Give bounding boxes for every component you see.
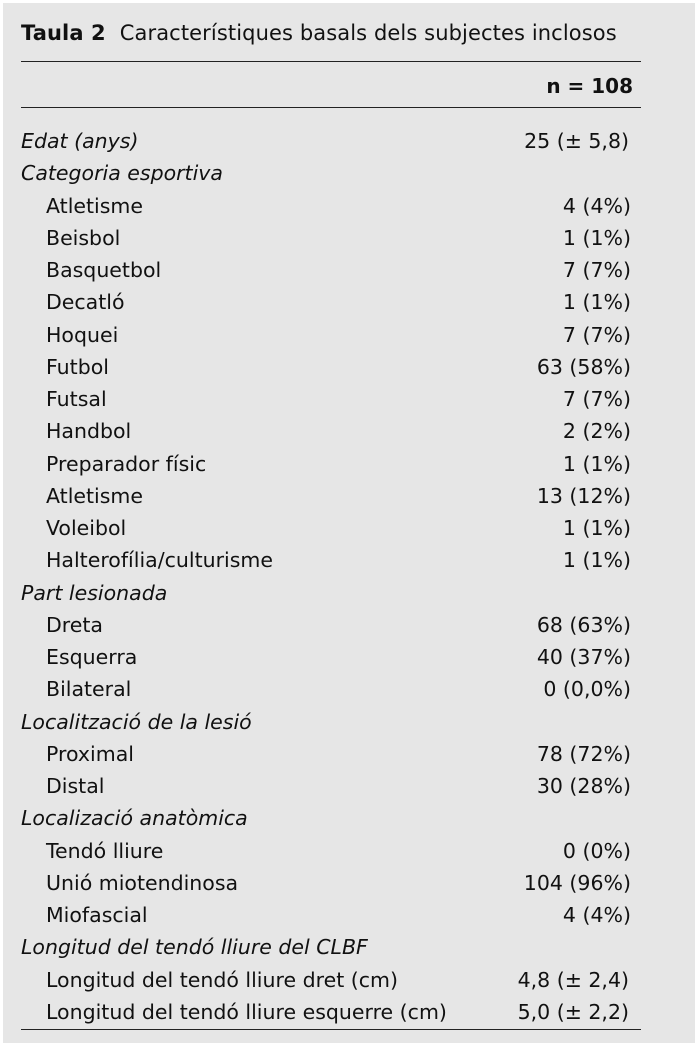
row-label: Voleibol xyxy=(46,516,127,540)
top-rule xyxy=(21,61,641,62)
row-label: Atletisme xyxy=(46,193,144,218)
table-row xyxy=(21,254,641,286)
row-label: Preparador físic xyxy=(46,451,207,476)
row-value: 4 (4%) xyxy=(562,193,631,218)
table-row xyxy=(21,383,641,415)
table-panel xyxy=(3,3,695,1043)
row-label: Beisbol xyxy=(46,225,121,250)
table-row xyxy=(21,931,641,963)
row-label: Atletisme xyxy=(46,483,144,508)
table-row xyxy=(21,770,641,802)
table-row xyxy=(21,835,641,867)
row-value: 4,8 (± 2,4) xyxy=(517,967,629,992)
table-row xyxy=(21,222,641,254)
row-value: 0 (0%) xyxy=(562,838,631,863)
table-caption xyxy=(21,21,617,45)
row-value: 7 (7%) xyxy=(562,387,631,411)
row-value: 63 (58%) xyxy=(536,354,631,379)
row-value: 13 (12%) xyxy=(536,483,631,508)
header-rule xyxy=(21,107,641,108)
row-label: Localització de la lesió xyxy=(21,709,252,734)
column-header: n = 108 xyxy=(546,74,633,98)
row-label: Edat (anys) xyxy=(21,129,139,153)
row-value: 78 (72%) xyxy=(536,741,631,766)
table-row xyxy=(21,157,641,189)
row-value: 1 (1%) xyxy=(562,290,631,315)
row-label: Hoquei xyxy=(46,322,119,347)
table-number: Taula 2 xyxy=(21,21,106,45)
table-row xyxy=(21,286,641,318)
table-row xyxy=(21,512,641,544)
table-row xyxy=(21,609,641,641)
table-row xyxy=(21,867,641,899)
table-row xyxy=(21,673,641,705)
row-label: Halterofília/culturisme xyxy=(46,548,273,573)
table-row xyxy=(21,319,641,351)
row-label: Longitud del tendó lliure esquerre (cm) xyxy=(46,999,447,1024)
row-value: 1 (1%) xyxy=(562,451,631,476)
row-label: Localizació anatòmica xyxy=(21,806,248,831)
row-value: 30 (28%) xyxy=(536,774,631,798)
table-row xyxy=(21,964,641,996)
table-title: Característiques basals dels subjectes inclosos xyxy=(119,21,617,45)
table-row xyxy=(21,706,641,738)
row-label: Decatló xyxy=(46,290,125,315)
table-row xyxy=(21,351,641,383)
row-value: 2 (2%) xyxy=(562,419,631,444)
table-row xyxy=(21,544,641,576)
row-label: Longitud del tendó lliure del CLBF xyxy=(21,935,368,960)
table-row xyxy=(21,996,641,1028)
table-row xyxy=(21,802,641,834)
row-label: Unió miotendinosa xyxy=(46,870,239,895)
bottom-rule xyxy=(21,1029,641,1030)
row-value: 7 (7%) xyxy=(562,258,631,282)
row-value: 4 (4%) xyxy=(562,903,631,927)
table-row xyxy=(21,577,641,609)
row-label: Basquetbol xyxy=(46,258,162,282)
row-value: 1 (1%) xyxy=(562,548,631,573)
table-row xyxy=(21,738,641,770)
row-label: Dreta xyxy=(46,612,103,637)
row-value: 0 (0,0%) xyxy=(543,677,631,702)
table-row xyxy=(21,415,641,447)
row-value: 40 (37%) xyxy=(536,645,631,669)
row-label: Handbol xyxy=(46,419,132,444)
row-label: Categoria esportiva xyxy=(21,161,223,186)
row-label: Tendó lliure xyxy=(46,838,164,863)
row-label: Futsal xyxy=(46,387,107,411)
row-value: 7 (7%) xyxy=(562,322,631,347)
row-label: Miofascial xyxy=(46,903,148,927)
row-value: 68 (63%) xyxy=(536,612,631,637)
row-label: Longitud del tendó lliure dret (cm) xyxy=(46,967,398,992)
row-value: 25 (± 5,8) xyxy=(524,129,629,153)
table-row xyxy=(21,125,641,157)
row-label: Esquerra xyxy=(46,645,138,669)
row-label: Part lesionada xyxy=(21,580,168,605)
table-row xyxy=(21,480,641,512)
table-row xyxy=(21,899,641,931)
row-label: Proximal xyxy=(46,741,134,766)
table-row xyxy=(21,448,641,480)
table-body xyxy=(21,125,641,1028)
row-label: Futbol xyxy=(46,354,109,379)
table-row xyxy=(21,641,641,673)
table-row xyxy=(21,190,641,222)
row-value: 1 (1%) xyxy=(562,516,631,540)
row-value: 104 (96%) xyxy=(523,870,631,895)
row-value: 1 (1%) xyxy=(562,225,631,250)
row-label: Distal xyxy=(46,774,105,798)
row-value: 5,0 (± 2,2) xyxy=(517,999,629,1024)
row-label: Bilateral xyxy=(46,677,132,702)
